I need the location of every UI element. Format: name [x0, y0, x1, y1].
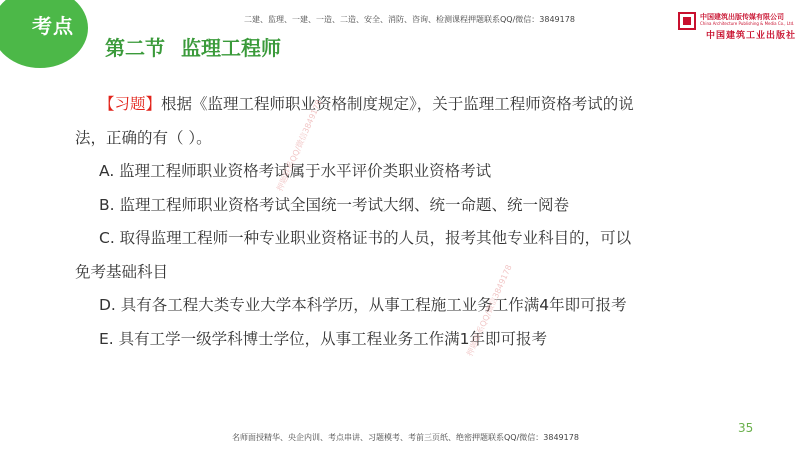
section-title	[105, 32, 281, 61]
question-block	[75, 88, 790, 356]
option-c: C. 取得监理工程师一种专业职业资格证书的人员，报考其他专业科目的，可以	[99, 229, 632, 247]
option-b: B. 监理工程师职业资格考试全国统一考试大纲、统一命题、统一阅卷	[99, 195, 569, 214]
bottom-contact-note: 名师面授精华、央企内训、考点串讲、习题模考、考前三页纸、绝密押题联系QQ/微信：3849178	[232, 433, 579, 442]
top-contact-note: 二建、监理、一建、一造、二造、安全、消防、咨询、检测课程押题联系QQ/微信：3849178	[244, 15, 575, 24]
question-stem-line-1	[75, 88, 790, 122]
publisher-logo	[678, 10, 797, 41]
section-name: 监理工程师	[181, 36, 281, 60]
option-e: E. 具有工学一级学科博士学位，从事工程业务工作满1年即可报考	[99, 329, 548, 348]
question-stem-line-2: 法，正确的有（ ）。	[75, 128, 212, 147]
exercise-tag: 【习题】	[99, 95, 162, 113]
section-badge	[0, 0, 88, 68]
section-badge-label: 考点	[32, 14, 74, 38]
publisher-emblem-icon	[678, 12, 696, 30]
section-number: 第二节	[105, 36, 165, 60]
option-c-continuation: 免考基础科目	[75, 262, 169, 281]
watermark-1: 押题联系QQ/微信3849178	[275, 98, 324, 193]
watermark-2: 押题联系QQ/微信3849178	[465, 263, 514, 358]
option-a: A. 监理工程师职业资格考试属于水平评价类职业资格考试	[99, 162, 492, 180]
publisher-name-cn: 中国建筑出版传媒有限公司	[700, 13, 784, 21]
page-number: 35	[738, 421, 754, 435]
question-stem-text: 根据《监理工程师职业资格制度规定》，关于监理工程师资格考试的说	[161, 95, 634, 113]
option-d: D. 具有各工程大类专业大学本科学历，从事工程施工业务工作满4年即可报考	[99, 296, 627, 314]
publisher-name-en: China Architecture Publishing & Media Co., Ltd.	[700, 21, 795, 26]
publisher-name-calligraphy: 中国建筑工业出版社	[706, 31, 797, 41]
